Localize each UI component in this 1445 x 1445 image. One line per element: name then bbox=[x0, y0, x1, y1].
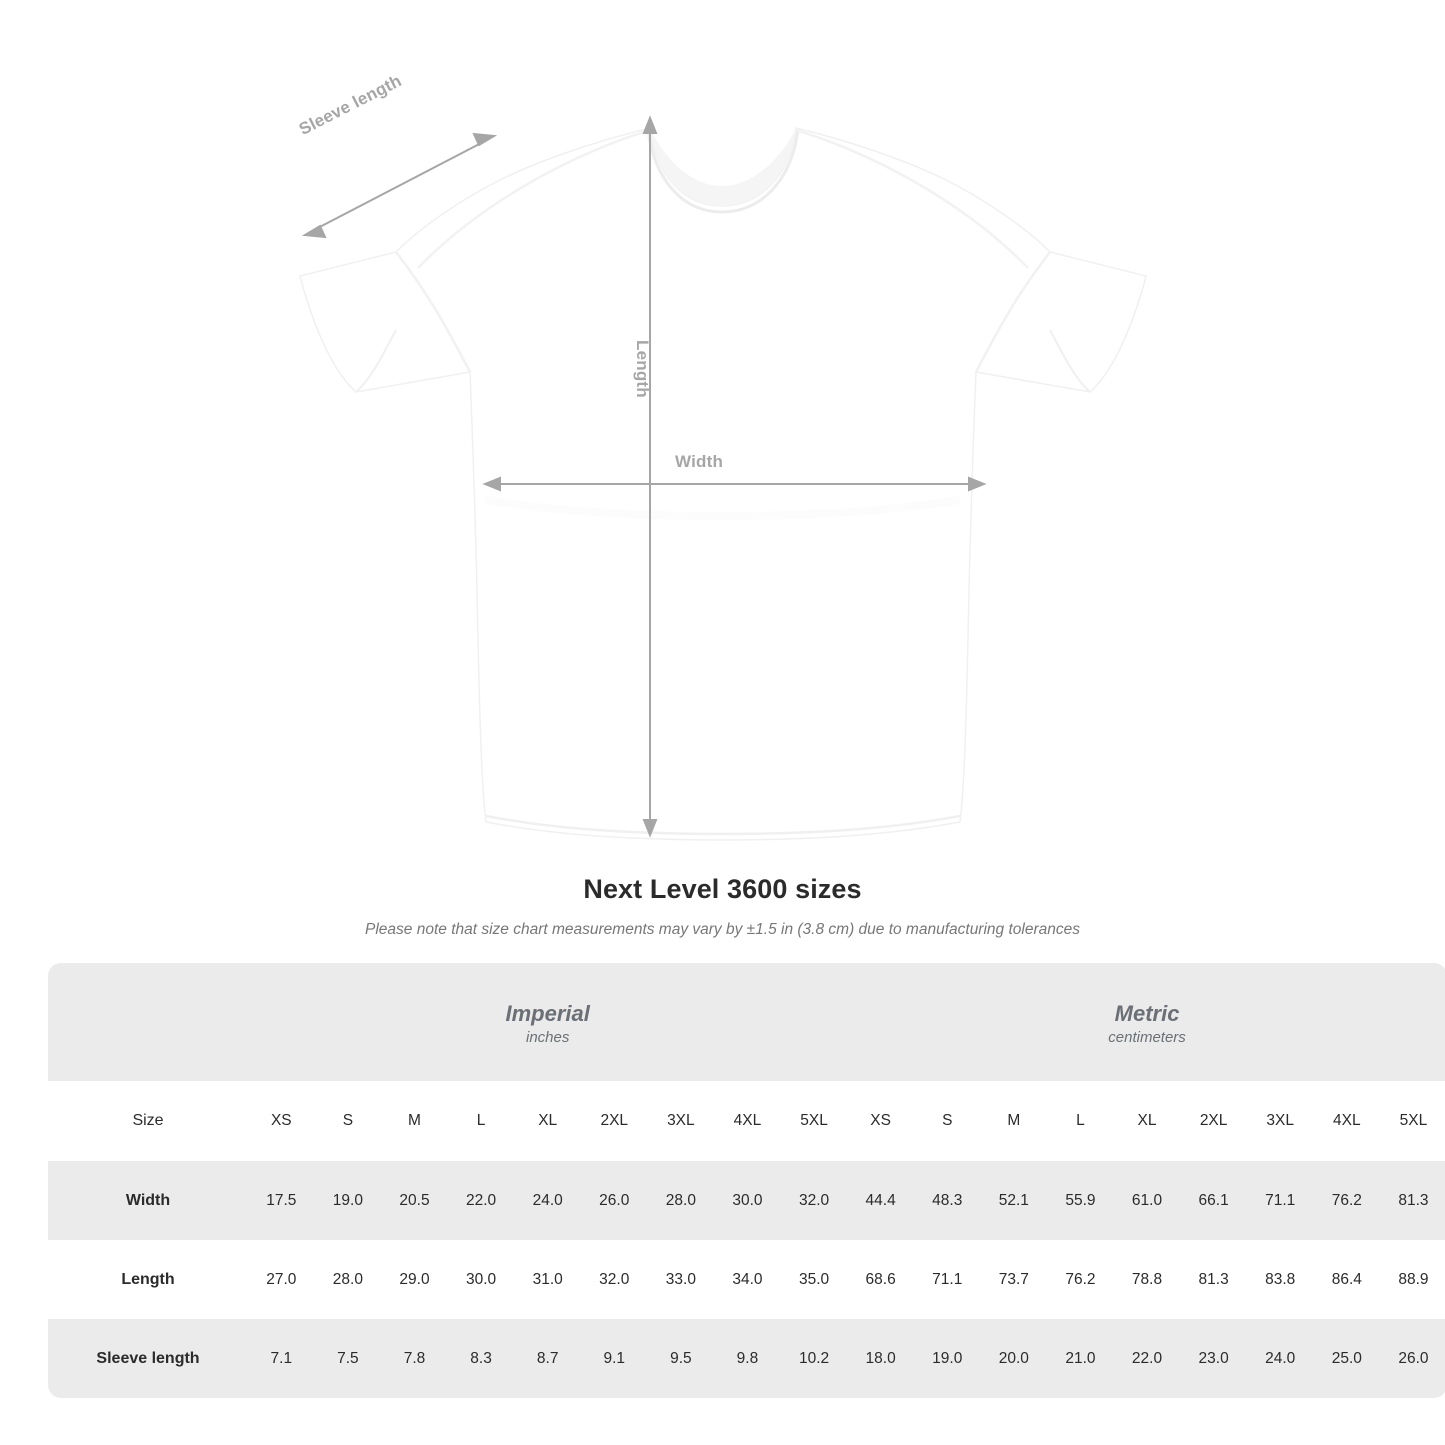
cell-length-imperial-5xl: 35.0 bbox=[781, 1240, 848, 1319]
cell-width-metric-xl: 61.0 bbox=[1114, 1161, 1181, 1240]
cell-length-imperial-l: 30.0 bbox=[448, 1240, 515, 1319]
cell-sleeve-imperial-3xl: 9.5 bbox=[648, 1319, 715, 1398]
cell-length-metric-xs: 68.6 bbox=[847, 1240, 914, 1319]
group-header-metric bbox=[847, 963, 1445, 1081]
row-header-length: Length bbox=[48, 1240, 248, 1319]
cell-width-metric-xs: 44.4 bbox=[847, 1161, 914, 1240]
cell-sleeve-imperial-5xl: 10.2 bbox=[781, 1319, 848, 1398]
size-header-imperial-m: M bbox=[381, 1081, 448, 1161]
size-header-imperial-4xl: 4XL bbox=[714, 1081, 781, 1161]
cell-length-metric-5xl: 88.9 bbox=[1380, 1240, 1445, 1319]
size-header-metric-m: M bbox=[981, 1081, 1048, 1161]
cell-width-metric-s: 48.3 bbox=[914, 1161, 981, 1240]
table-row bbox=[48, 1240, 1445, 1319]
size-header-imperial-s: S bbox=[315, 1081, 382, 1161]
size-header-metric-s: S bbox=[914, 1081, 981, 1161]
row-header-size: Size bbox=[48, 1081, 248, 1161]
cell-sleeve-metric-5xl: 26.0 bbox=[1380, 1319, 1445, 1398]
row-header-width: Width bbox=[48, 1161, 248, 1240]
size-label-row bbox=[48, 1081, 1445, 1161]
tolerance-note: Please note that size chart measurements may vary by ±1.5 in (3.8 cm) due to manufacturing tolerances bbox=[365, 921, 1080, 938]
cell-length-imperial-m: 29.0 bbox=[381, 1240, 448, 1319]
size-header-metric-4xl: 4XL bbox=[1314, 1081, 1381, 1161]
sleeve-length-label: Sleeve length bbox=[296, 71, 405, 139]
sleeve-arrow-top bbox=[474, 134, 494, 145]
table-row bbox=[48, 1161, 1445, 1240]
cell-sleeve-imperial-xs: 7.1 bbox=[248, 1319, 315, 1398]
page-title: Next Level 3600 sizes bbox=[583, 874, 862, 904]
cell-length-imperial-xl: 31.0 bbox=[514, 1240, 581, 1319]
group-header-spacer bbox=[48, 963, 248, 1081]
cell-sleeve-metric-m: 20.0 bbox=[981, 1319, 1048, 1398]
cell-width-metric-2xl: 66.1 bbox=[1180, 1161, 1247, 1240]
size-header-metric-2xl: 2XL bbox=[1180, 1081, 1247, 1161]
cell-width-metric-l: 55.9 bbox=[1047, 1161, 1114, 1240]
cell-width-imperial-m: 20.5 bbox=[381, 1161, 448, 1240]
size-header-metric-xs: XS bbox=[847, 1081, 914, 1161]
cell-width-imperial-s: 19.0 bbox=[315, 1161, 382, 1240]
cell-sleeve-imperial-m: 7.8 bbox=[381, 1319, 448, 1398]
cell-width-imperial-4xl: 30.0 bbox=[714, 1161, 781, 1240]
cell-length-imperial-2xl: 32.0 bbox=[581, 1240, 648, 1319]
width-label: Width bbox=[675, 452, 724, 471]
title-block bbox=[0, 874, 1445, 939]
size-header-imperial-l: L bbox=[448, 1081, 515, 1161]
cell-length-metric-l: 76.2 bbox=[1047, 1240, 1114, 1319]
cell-sleeve-metric-l: 21.0 bbox=[1047, 1319, 1114, 1398]
length-label: Length bbox=[633, 340, 652, 398]
group-title-imperial: Imperial bbox=[505, 1000, 590, 1026]
size-header-imperial-3xl: 3XL bbox=[648, 1081, 715, 1161]
cell-sleeve-imperial-xl: 8.7 bbox=[514, 1319, 581, 1398]
cell-width-imperial-5xl: 32.0 bbox=[781, 1161, 848, 1240]
sleeve-arrow-bottom bbox=[305, 226, 325, 237]
cell-width-imperial-l: 22.0 bbox=[448, 1161, 515, 1240]
cell-length-imperial-3xl: 33.0 bbox=[648, 1240, 715, 1319]
cell-sleeve-metric-3xl: 24.0 bbox=[1247, 1319, 1314, 1398]
cell-sleeve-imperial-s: 7.5 bbox=[315, 1319, 382, 1398]
size-header-imperial-5xl: 5XL bbox=[781, 1081, 848, 1161]
cell-length-metric-m: 73.7 bbox=[981, 1240, 1048, 1319]
cell-width-metric-4xl: 76.2 bbox=[1314, 1161, 1381, 1240]
cell-sleeve-imperial-l: 8.3 bbox=[448, 1319, 515, 1398]
cell-width-imperial-2xl: 26.0 bbox=[581, 1161, 648, 1240]
size-header-metric-xl: XL bbox=[1114, 1081, 1181, 1161]
length-arrow-top bbox=[644, 118, 656, 133]
size-chart-table bbox=[48, 963, 1445, 1398]
cell-length-metric-3xl: 83.8 bbox=[1247, 1240, 1314, 1319]
cell-length-metric-2xl: 81.3 bbox=[1180, 1240, 1247, 1319]
cell-width-imperial-xl: 24.0 bbox=[514, 1161, 581, 1240]
row-header-sleeve-length: Sleeve length bbox=[48, 1319, 248, 1398]
cell-width-metric-5xl: 81.3 bbox=[1380, 1161, 1445, 1240]
cell-sleeve-imperial-4xl: 9.8 bbox=[714, 1319, 781, 1398]
cell-length-imperial-xs: 27.0 bbox=[248, 1240, 315, 1319]
size-header-metric-5xl: 5XL bbox=[1380, 1081, 1445, 1161]
cell-sleeve-metric-4xl: 25.0 bbox=[1314, 1319, 1381, 1398]
group-subtitle-metric: centimeters bbox=[1108, 1029, 1186, 1047]
cell-width-metric-3xl: 71.1 bbox=[1247, 1161, 1314, 1240]
width-arrow-right bbox=[969, 478, 984, 490]
cell-sleeve-imperial-2xl: 9.1 bbox=[581, 1319, 648, 1398]
group-subtitle-imperial: inches bbox=[525, 1029, 570, 1047]
cell-sleeve-metric-2xl: 23.0 bbox=[1180, 1319, 1247, 1398]
cell-sleeve-metric-xl: 22.0 bbox=[1114, 1319, 1181, 1398]
cell-length-imperial-s: 28.0 bbox=[315, 1240, 382, 1319]
size-header-imperial-xl: XL bbox=[514, 1081, 581, 1161]
group-header-imperial bbox=[248, 963, 847, 1081]
cell-sleeve-metric-s: 19.0 bbox=[914, 1319, 981, 1398]
cell-length-metric-s: 71.1 bbox=[914, 1240, 981, 1319]
size-header-metric-3xl: 3XL bbox=[1247, 1081, 1314, 1161]
size-header-imperial-xs: XS bbox=[248, 1081, 315, 1161]
size-chart-table-wrap bbox=[48, 963, 1429, 1398]
group-title-metric: Metric bbox=[1114, 1000, 1180, 1026]
cell-width-imperial-3xl: 28.0 bbox=[648, 1161, 715, 1240]
size-header-metric-l: L bbox=[1047, 1081, 1114, 1161]
cell-width-metric-m: 52.1 bbox=[981, 1161, 1048, 1240]
table-row bbox=[48, 1319, 1445, 1398]
cell-length-metric-4xl: 86.4 bbox=[1314, 1240, 1381, 1319]
cell-length-imperial-4xl: 34.0 bbox=[714, 1240, 781, 1319]
cell-sleeve-metric-xs: 18.0 bbox=[847, 1319, 914, 1398]
unit-group-header-row bbox=[48, 963, 1445, 1081]
cell-length-metric-xl: 78.8 bbox=[1114, 1240, 1181, 1319]
size-header-imperial-2xl: 2XL bbox=[581, 1081, 648, 1161]
cell-width-imperial-xs: 17.5 bbox=[248, 1161, 315, 1240]
